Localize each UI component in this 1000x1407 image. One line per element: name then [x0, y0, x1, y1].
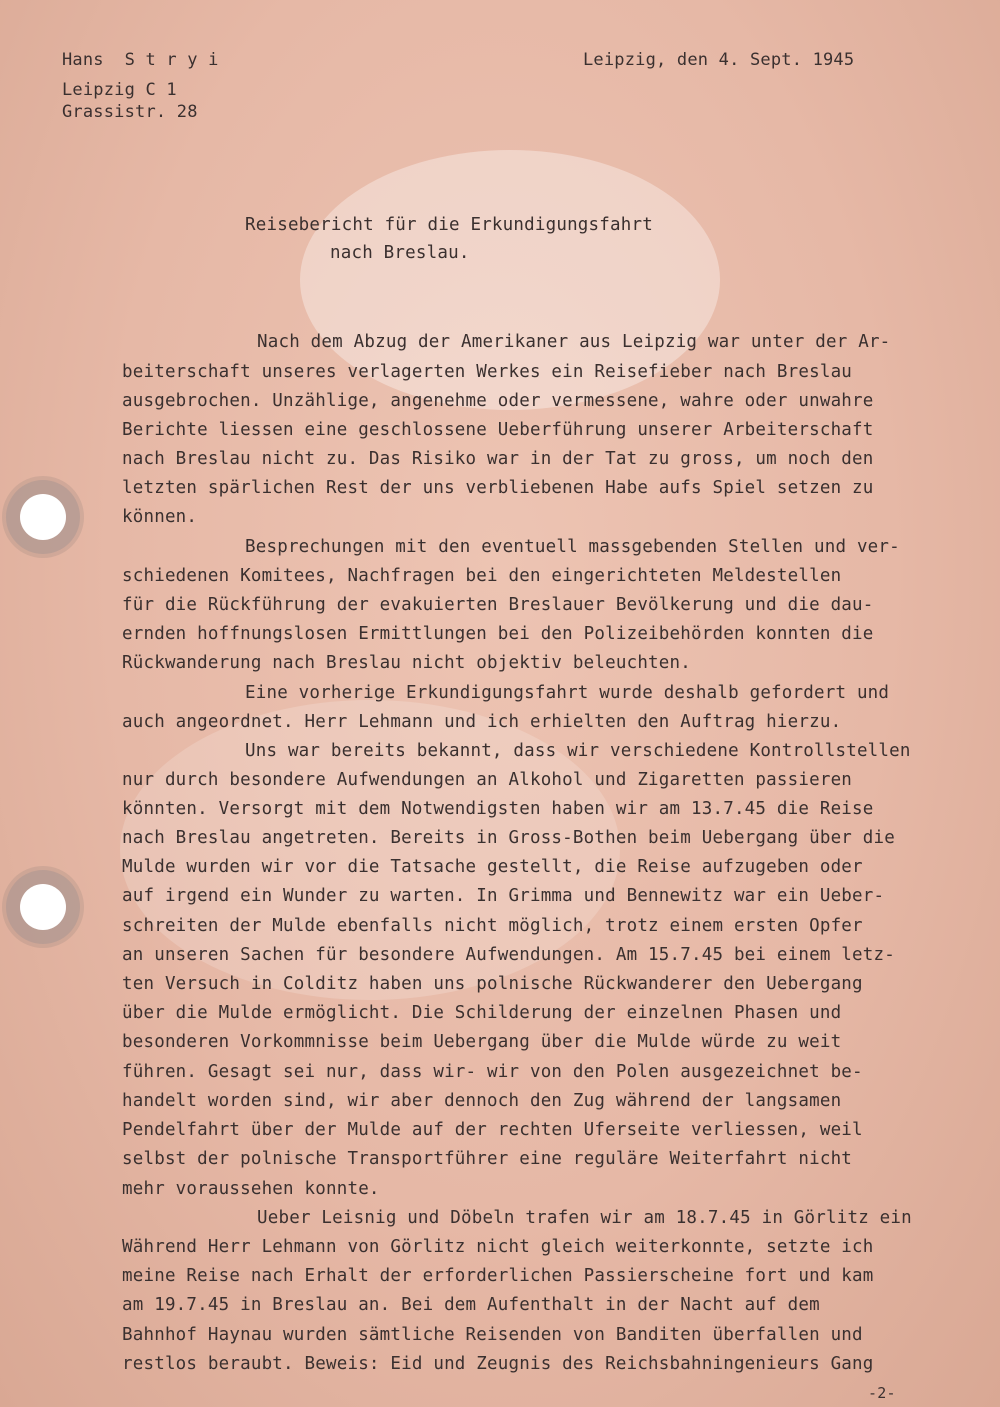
page-number: -2-: [868, 1384, 896, 1402]
body-line: schiedenen Komitees, Nachfragen bei den eingerichteten Meldestellen: [122, 566, 842, 586]
body-line: schreiten der Mulde ebenfalls nicht möglich, trotz einem ersten Opfer: [122, 916, 863, 936]
body-line: Bahnhof Haynau wurden sämtliche Reisenden von Banditen überfallen und: [122, 1325, 863, 1345]
body-line: besonderen Vorkommnisse beim Uebergang über die Mulde würde zu weit: [122, 1032, 842, 1052]
body-line: nach Breslau nicht zu. Das Risiko war in der Tat zu gross, um noch den: [122, 449, 874, 469]
body-line: Mulde wurden wir vor die Tatsache gestellt, die Reise aufzugeben oder: [122, 857, 863, 877]
punch-hole: [20, 494, 66, 540]
body-line: für die Rückführung der evakuierten Breslauer Bevölkerung und die dau-: [122, 595, 874, 615]
body-line: ernden hoffnungslosen Ermittlungen bei den Polizeibehörden konnten die: [122, 624, 874, 644]
body-line: auf irgend ein Wunder zu warten. In Grimma und Bennewitz war ein Ueber-: [122, 886, 885, 906]
body-line: handelt worden sind, wir aber dennoch den Zug während der langsamen: [122, 1091, 842, 1111]
body-line: Eine vorherige Erkundigungsfahrt wurde deshalb gefordert und: [245, 683, 890, 703]
body-line: am 19.7.45 in Breslau an. Bei dem Aufenthalt in der Nacht auf dem: [122, 1295, 820, 1315]
body-line: Nach dem Abzug der Amerikaner aus Leipzig war unter der Ar-: [257, 332, 891, 352]
body-line: Berichte liessen eine geschlossene Ueberführung unserer Arbeiterschaft: [122, 420, 874, 440]
body-line: Uns war bereits bekannt, dass wir verschiedene Kontrollstellen: [245, 741, 911, 761]
body-line: restlos beraubt. Beweis: Eid und Zeugnis des Reichsbahningenieurs Gang: [122, 1354, 874, 1374]
body-line: nach Breslau angetreten. Bereits in Gross-Bothen beim Uebergang über die: [122, 828, 895, 848]
sender-name: Hans S t r y i: [62, 50, 219, 70]
body-line: Besprechungen mit den eventuell massgebenden Stellen und ver-: [245, 537, 900, 557]
letter-date: Leipzig, den 4. Sept. 1945: [583, 50, 855, 70]
body-line: führen. Gesagt sei nur, dass wir- wir von den Polen ausgezeichnet be-: [122, 1062, 863, 1082]
punch-hole: [20, 884, 66, 930]
body-line: ausgebrochen. Unzählige, angenehme oder vermessene, wahre oder unwahre: [122, 391, 874, 411]
body-line: mehr voraussehen konnte.: [122, 1179, 380, 1199]
body-line: auch angeordnet. Herr Lehmann und ich erhielten den Auftrag hierzu.: [122, 712, 842, 732]
body-line: ten Versuch in Colditz haben uns polnische Rückwanderer den Uebergang: [122, 974, 863, 994]
body-line: können.: [122, 507, 198, 527]
body-line: letzten spärlichen Rest der uns verbliebenen Habe aufs Spiel setzen zu: [122, 478, 874, 498]
body-line: über die Mulde ermöglicht. Die Schilderung der einzelnen Phasen und: [122, 1003, 842, 1023]
report-title-destination: nach Breslau.: [330, 243, 470, 263]
body-line: selbst der polnische Transportführer eine reguläre Weiterfahrt nicht: [122, 1149, 853, 1169]
report-title: Reisebericht für die Erkundigungsfahrt: [245, 215, 653, 235]
body-line: Pendelfahrt über der Mulde auf der rechten Uferseite verliessen, weil: [122, 1120, 863, 1140]
body-line: meine Reise nach Erhalt der erforderlichen Passierscheine fort und kam: [122, 1266, 874, 1286]
body-line: könnten. Versorgt mit dem Notwendigsten haben wir am 13.7.45 die Reise: [122, 799, 874, 819]
body-line: an unseren Sachen für besondere Aufwendungen. Am 15.7.45 bei einem letz-: [122, 945, 895, 965]
body-line: beiterschaft unseres verlagerten Werkes ein Reisefieber nach Breslau: [122, 362, 853, 382]
body-line: Ueber Leisnig und Döbeln trafen wir am 18.7.45 in Görlitz ein: [257, 1208, 912, 1228]
body-line: Rückwanderung nach Breslau nicht objektiv beleuchten.: [122, 653, 692, 673]
sender-street: Grassistr. 28: [62, 102, 198, 122]
body-line: Während Herr Lehmann von Görlitz nicht gleich weiterkonnte, setzte ich: [122, 1237, 874, 1257]
body-line: nur durch besondere Aufwendungen an Alkohol und Zigaretten passieren: [122, 770, 853, 790]
sender-city: Leipzig C 1: [62, 80, 177, 100]
